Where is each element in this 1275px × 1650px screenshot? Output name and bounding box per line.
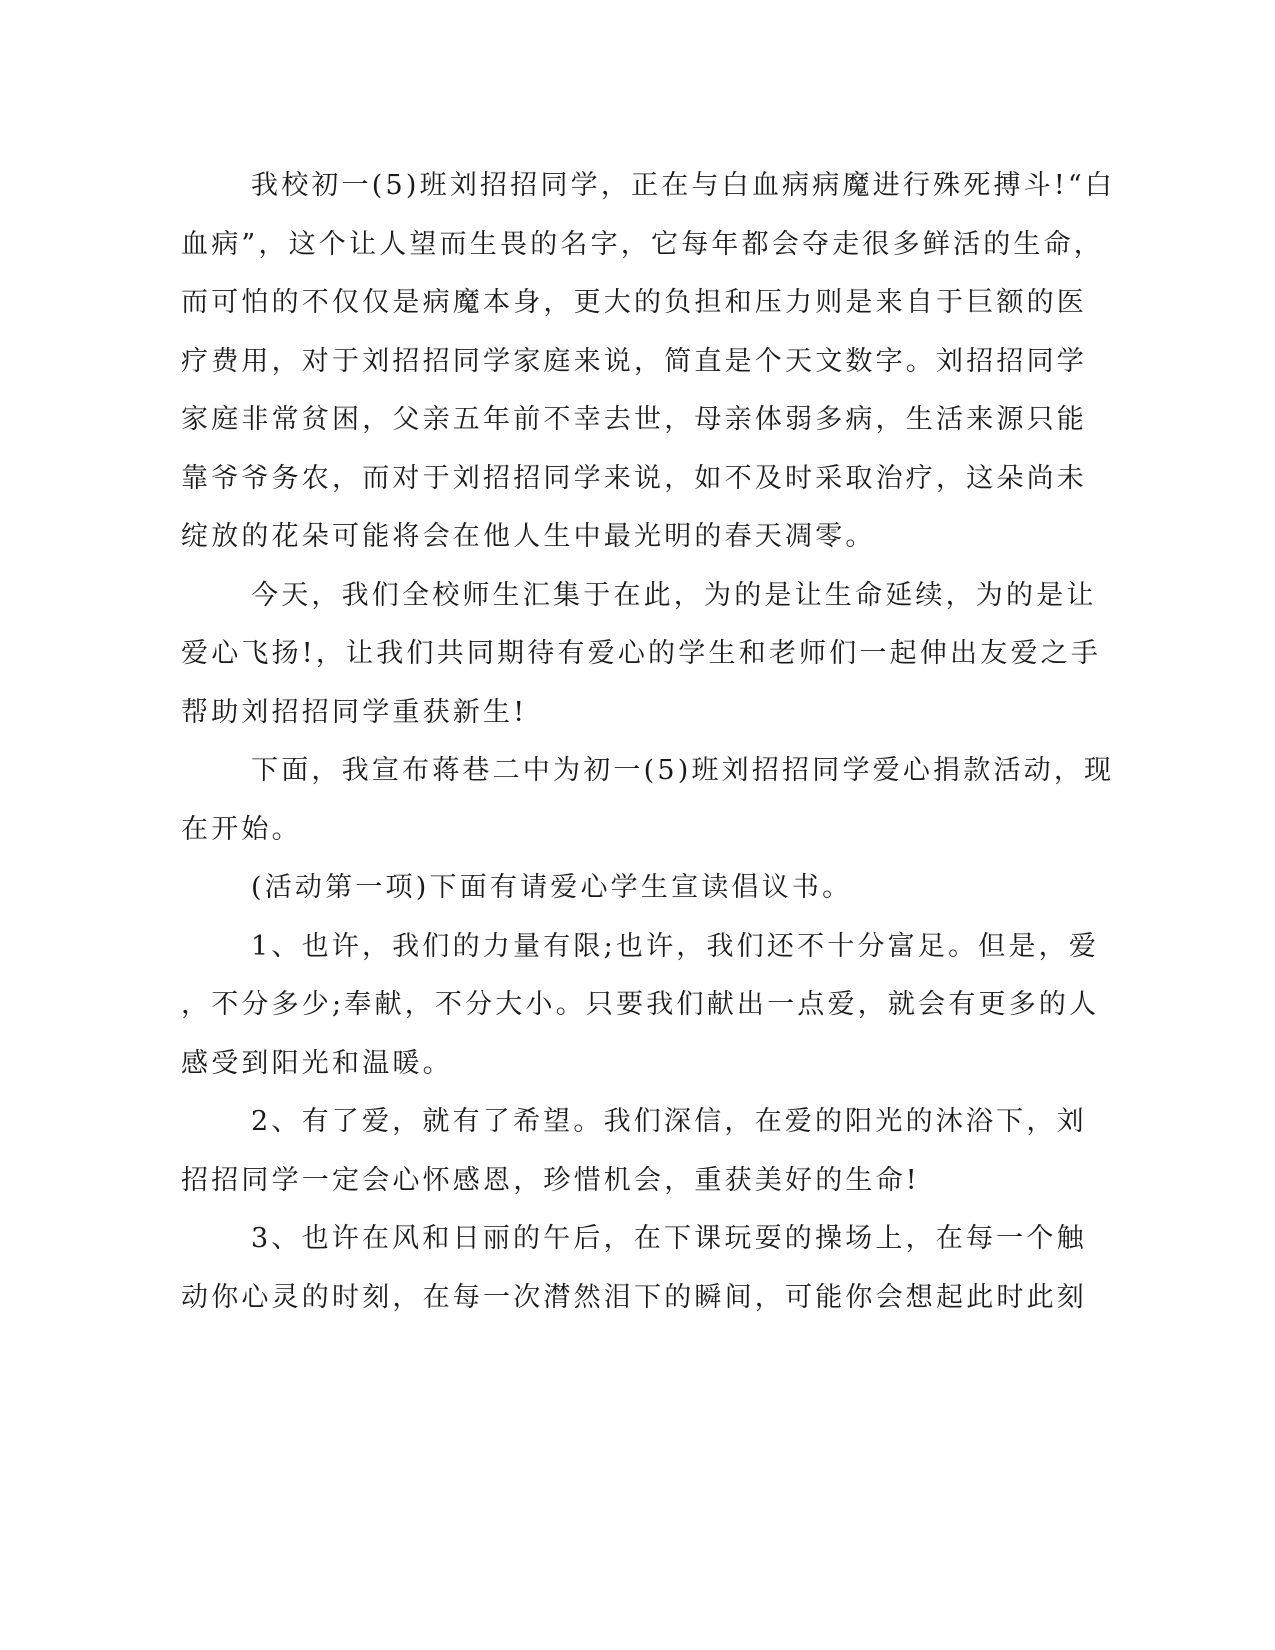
text-line: 血病”，这个让人望而生畏的名字，它每年都会夺走很多鲜活的生命， (181, 228, 1105, 260)
paragraph-item-1 (181, 918, 1100, 1094)
text-line: 2、有了爱，就有了希望。我们深信，在爱的阳光的沐浴下，刘 (251, 1106, 1087, 1137)
text-line: 今天，我们全校师生汇集于在此，为的是让生命延续，为的是让 (251, 579, 1097, 611)
text-line: 1、也许，我们的力量有限;也许，我们还不十分富足。但是，爱 (251, 930, 1100, 962)
text-line: 3、也许在风和日丽的午后，在下课玩耍的操场上，在每一个触 (251, 1223, 1087, 1254)
paragraph-announcement (181, 742, 1115, 859)
text-line: 动你心灵的时刻，在每一次潸然泪下的瞬间，可能你会想起此时此刻 (181, 1281, 1087, 1313)
paragraph-item-3 (181, 1210, 1087, 1327)
text-line: 家庭非常贫困，父亲五年前不幸去世，母亲体弱多病，生活来源只能 (181, 404, 1087, 435)
paragraph-item-2 (181, 1093, 1087, 1210)
text-line: 帮助刘招招同学重获新生! (181, 696, 528, 728)
text-line: 在开始。 (181, 813, 302, 845)
text-line: 招招同学一定会心怀感恩，珍惜机会，重获美好的生命! (181, 1164, 920, 1196)
text-line: 我校初一(5)班刘招招同学，正在与白血病病魔进行殊死搏斗!“白 (251, 170, 1116, 201)
text-line: 靠爷爷务农，而对于刘招招同学来说，如不及时采取治疗，这朵尚未 (181, 462, 1087, 494)
text-line: 爱心飞扬!，让我们共同期待有爱心的学生和老师们一起伸出友爱之手 (181, 638, 1102, 669)
text-line: 疗费用，对于刘招招同学家庭来说，简直是个天文数字。刘招招同学 (181, 345, 1087, 377)
paragraph-intro (181, 157, 1116, 567)
document-body (181, 157, 1116, 1327)
paragraph-today (181, 567, 1102, 743)
text-line: 而可怕的不仅仅是病魔本身，更大的负担和压力则是来自于巨额的医 (181, 287, 1087, 318)
text-line: ，不分多少;奉献，不分大小。只要我们献出一点爱，就会有更多的人 (181, 989, 1100, 1020)
paragraph-activity-one (181, 859, 1033, 918)
text-line: 感受到阳光和温暖。 (181, 1047, 453, 1079)
text-line: 绽放的花朵可能将会在他人生中最光明的春天凋零。 (181, 521, 876, 552)
text-line: (活动第一项)下面有请爱心学生宣读倡议书。 (251, 872, 853, 903)
text-line: 下面，我宣布蒋巷二中为初一(5)班刘招招同学爱心捐款活动，现 (251, 755, 1115, 786)
